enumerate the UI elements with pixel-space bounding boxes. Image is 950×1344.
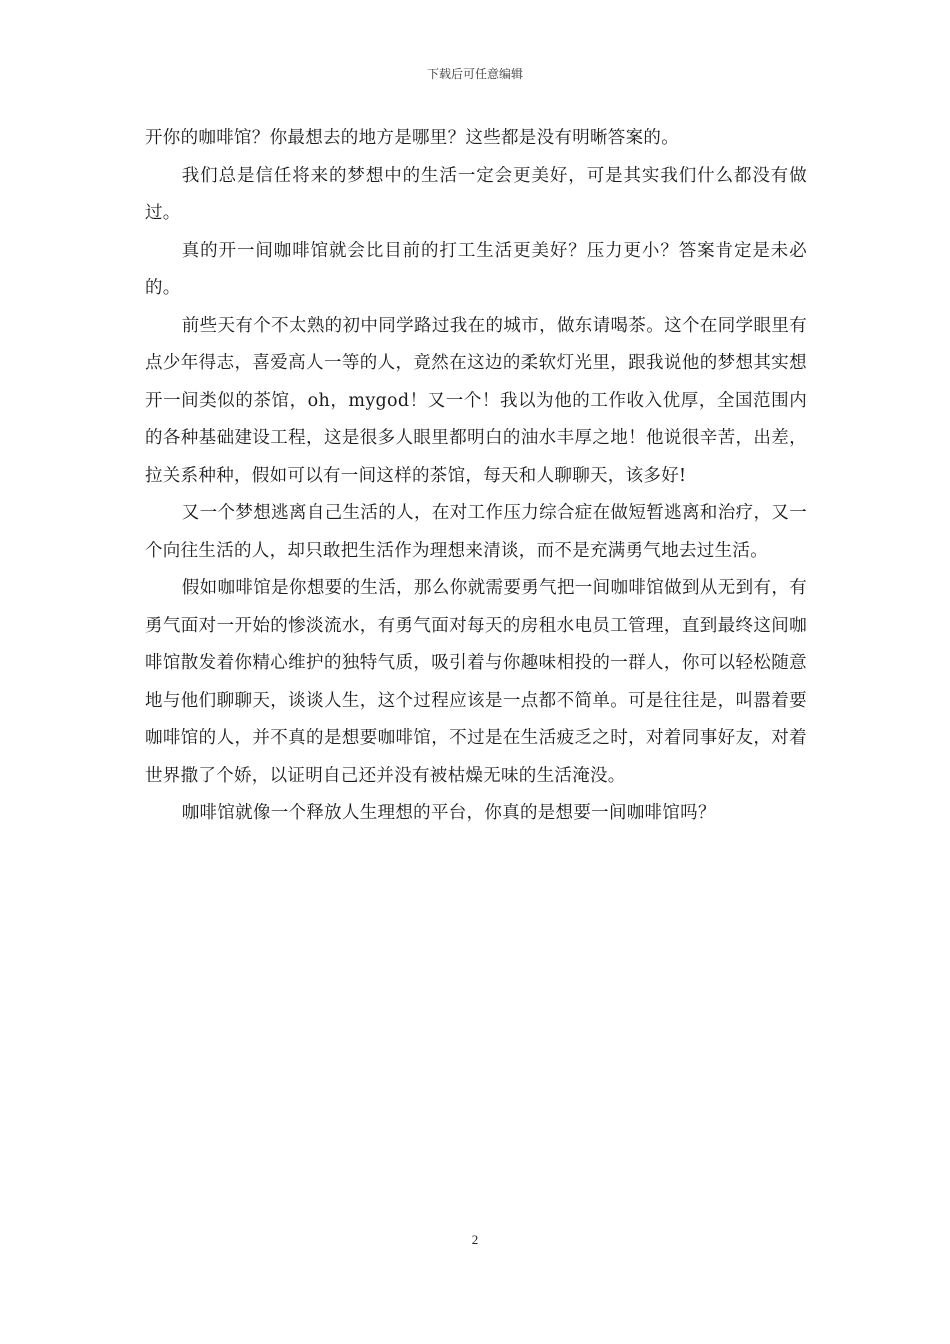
paragraph-continuation: 开你的咖啡馆？你最想去的地方是哪里？这些都是没有明晰答案的。: [145, 128, 679, 148]
paragraph: 前些天有个不太熟的初中同学路过我在的城市，做东请喝茶。这个在同学眼里有点少年得志，喜爱高人一等的人，竟然在这边的柔软灯光里，跟我说他的梦想其实想开一间类似的茶馆，oh，mygod！又一个！我以为他的工作收入优厚，全国范围内的各种基础建设工程，这是很多人眼里都明白的油水丰厚之地！他说很辛苦，出差，拉关系种种，假如可以有一间这样的茶馆，每天和人聊聊天，该多好!: [145, 315, 807, 486]
paragraph: 咖啡馆就像一个释放人生理想的平台，你真的是想要一间咖啡馆吗？: [181, 803, 716, 823]
document-body: [145, 120, 807, 833]
page-header: 下载后可任意编辑: [426, 67, 523, 81]
paragraph: 假如咖啡馆是你想要的生活，那么你就需要勇气把一间咖啡馆做到从无到有，有勇气面对一开始的惨淡流水，有勇气面对每天的房租水电员工管理，直到最终这间咖啡馆散发着你精心维护的独特气质，吸引着与你趣味相投的一群人，你可以轻松随意地与他们聊聊天，谈谈人生，这个过程应该是一点都不简单。可是往往是，叫嚣着要咖啡馆的人，并不真的是想要咖啡馆，不过是在生活疲乏之时，对着同事好友，对着世界撒了个娇，以证明自己还并没有被枯燥无味的生活淹没。: [145, 578, 807, 786]
paragraph: 真的开一间咖啡馆就会比目前的打工生活更美好？压力更小？答案肯定是未必的。: [145, 240, 807, 298]
page-number: 2: [471, 1232, 479, 1247]
paragraph: 又一个梦想逃离自己生活的人，在对工作压力综合症在做短暂逃离和治疗，又一个向往生活的人，却只敢把生活作为理想来清谈，而不是充满勇气地去过生活。: [145, 503, 807, 561]
paragraph: 我们总是信任将来的梦想中的生活一定会更美好，可是其实我们什么都没有做过。: [145, 165, 807, 223]
